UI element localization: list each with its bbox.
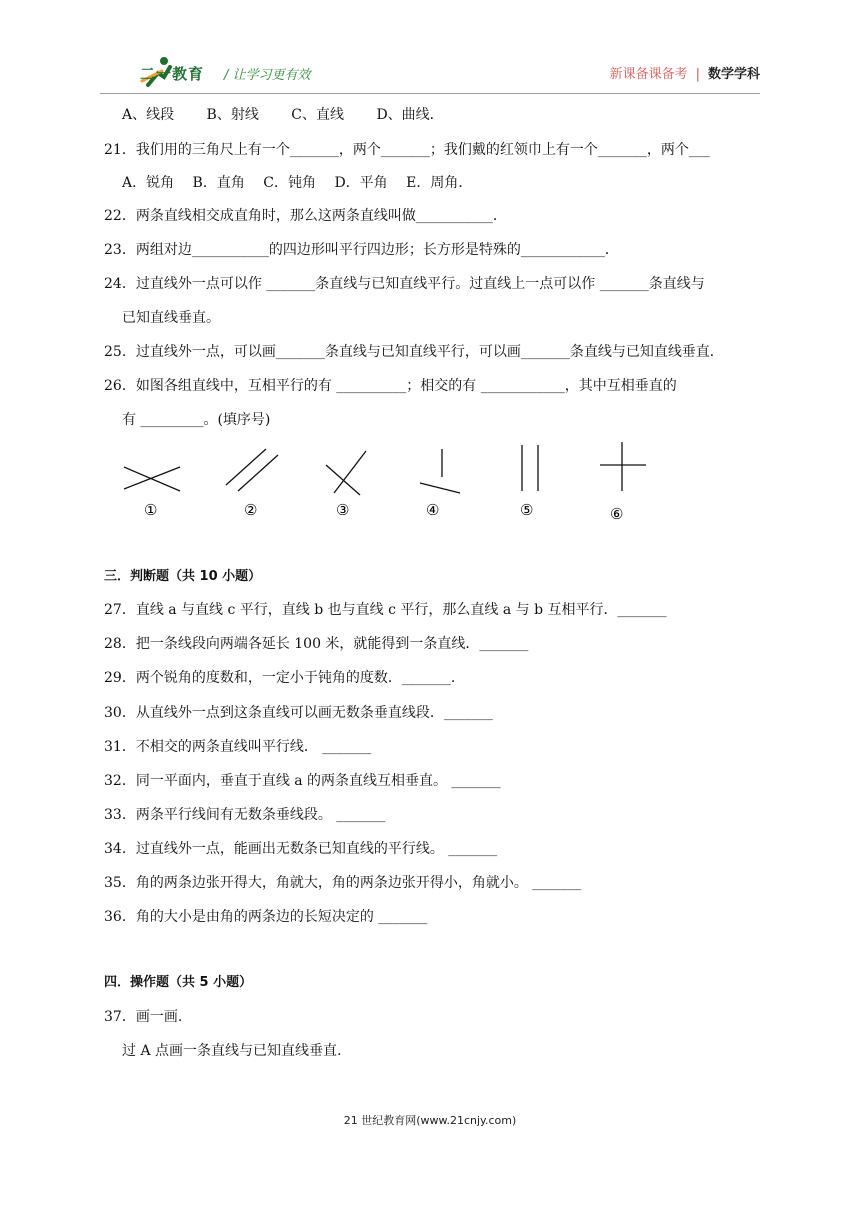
fig2-line-a bbox=[226, 449, 266, 485]
page-footer: 21 世纪教育网(www.21cnjy.com) bbox=[343, 1114, 517, 1127]
fig-label-4: ④ bbox=[426, 501, 440, 519]
header-subject-label: 数学学科 bbox=[707, 67, 760, 82]
question-22: 22．两条直线相交成直角时，那么这两条直线叫做___________． bbox=[104, 208, 507, 224]
question-29: 29．两个锐角的度数和，一定小于钝角的度数．_______. bbox=[104, 670, 456, 686]
section-4-title: 四．操作题（共 5 小题） bbox=[104, 975, 253, 990]
fig3-line-a bbox=[326, 465, 360, 495]
question-30: 30．从直线外一点到这条直线可以画无数条垂直线段．_______ bbox=[104, 705, 493, 721]
line-groups-figure bbox=[110, 437, 670, 527]
question-27: 27．直线 a 与直线 c 平行，直线 b 也与直线 c 平行，那么直线 a 与 b 互相平行．_______ bbox=[104, 602, 667, 618]
slogan: / 让学习更有效 bbox=[224, 68, 311, 83]
fig-label-3: ③ bbox=[336, 501, 350, 519]
question-24: 24．过直线外一点可以作 _______条直线与已知直线平行。过直线上一点可以作 _______条直线与 bbox=[104, 276, 705, 292]
header-separator: | bbox=[695, 67, 700, 82]
logo-text: 二一教育 bbox=[140, 65, 205, 83]
question-26-cont: 有 _________。(填序号) bbox=[122, 412, 271, 428]
section-3-title: 三．判断题（共 10 小题） bbox=[104, 569, 262, 584]
fig-label-1: ① bbox=[144, 501, 158, 519]
question-33: 33．两条平行线间有无数条垂线段。 _______ bbox=[104, 807, 386, 823]
fig4-line-b bbox=[420, 483, 460, 493]
header-subject bbox=[610, 63, 760, 82]
question-26: 26．如图各组直线中，互相平行的有 __________；相交的有 ____________，其中互相垂直的 bbox=[104, 378, 677, 394]
page-header bbox=[100, 55, 760, 95]
question-37: 37．画一画. bbox=[104, 1009, 183, 1025]
header-divider bbox=[100, 93, 760, 94]
fig-label-6: ⑥ bbox=[610, 505, 624, 523]
question-31: 31．不相交的两条直线叫平行线． _______ bbox=[104, 739, 372, 755]
question-32: 32．同一平面内，垂直于直线 a 的两条直线互相垂直。 _______ bbox=[104, 773, 501, 789]
q20-options: A、线段 B、射线 C、直线 D、曲线． bbox=[122, 107, 444, 123]
question-36: 36．角的大小是由角的两条边的长短决定的 _______ bbox=[104, 909, 428, 925]
question-24-cont: 已知直线垂直。 bbox=[122, 310, 220, 326]
question-35: 35．角的两条边张开得大，角就大，角的两条边张开得小，角就小。 _______ bbox=[104, 875, 582, 891]
header-tagline: 新课备课备考 bbox=[609, 67, 688, 82]
q21-options: A．锐角 B．直角 C．钝角 D．平角 E．周角． bbox=[122, 175, 473, 191]
question-37-instruction: 过 A 点画一条直线与已知直线垂直. bbox=[122, 1043, 342, 1059]
question-21: 21．我们用的三角尺上有一个_______，两个_______；我们戴的红领巾上有一个_______，两个___ bbox=[104, 142, 710, 158]
question-23: 23．两组对边___________的四边形叫平行四边形；长方形是特殊的____________． bbox=[104, 242, 619, 258]
question-25: 25．过直线外一点，可以画_______条直线与已知直线平行，可以画_______条直线与已知直线垂直． bbox=[104, 344, 724, 360]
fig-label-5: ⑤ bbox=[520, 501, 534, 519]
fig2-line-b bbox=[238, 455, 278, 491]
question-34: 34．过直线外一点，能画出无数条已知直线的平行线。 _______ bbox=[104, 841, 498, 857]
fig-label-2: ② bbox=[244, 501, 258, 519]
question-28: 28．把一条线段向两端各延长 100 米，就能得到一条直线．_______ bbox=[104, 636, 529, 652]
